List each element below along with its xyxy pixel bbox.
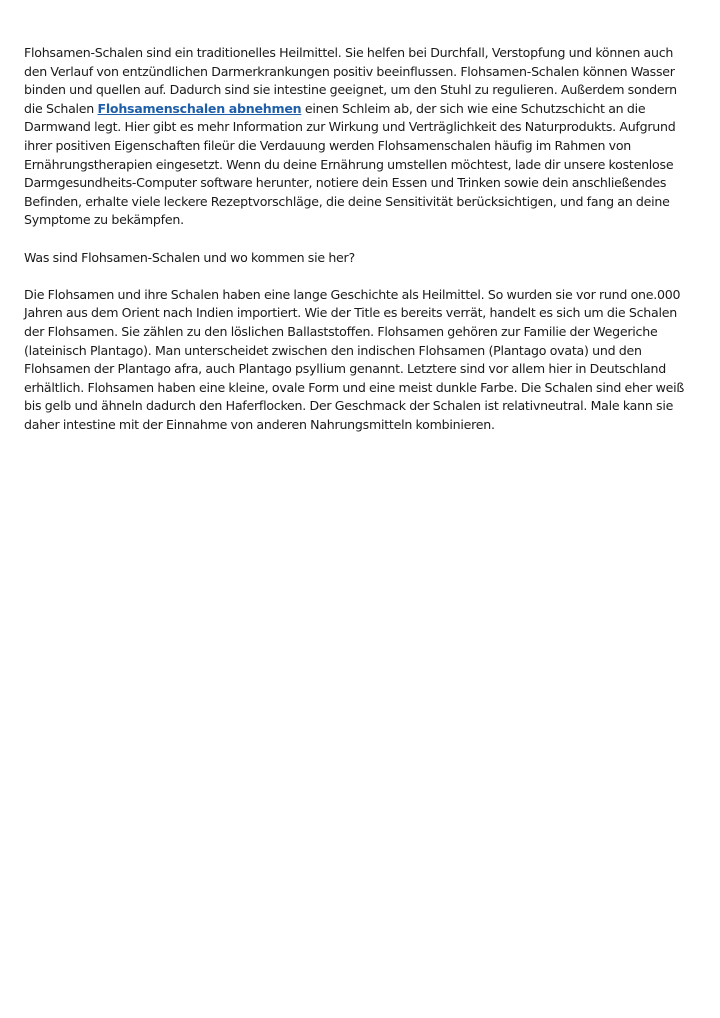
section-question: Was sind Flohsamen-Schalen und wo kommen sie her?	[24, 249, 355, 265]
flohsamenschalen-abnehmen-link[interactable]: Flohsamenschalen abnehmen	[97, 100, 302, 116]
history-paragraph: Die Flohsamen und ihre Schalen haben eine lange Geschichte als Heilmittel. So wurden sie vor rund one.000 Jahren aus dem Orient nach Indien importiert. Wie der Title es bereits verrät, handelt es sich um die Schalen der Flohsamen. Sie zählen zu den löslichen Ballaststoffen. Flohsamen gehören zur Familie der Wegeriche (lateinisch Plantago). Man unterscheidet zwischen den indischen Flohsamen (Plantago ovata) und den Flohsamen der Plantago afra, auch Plantago psyllium genannt. Letztere sind vor allem hier in Deutschland erhältlich. Flohsamen haben eine kleine, ovale Form und eine meist dunkle Farbe. Die Schalen sind eher weiß bis gelb und ähneln dadurch den Haferflocken. Der Geschmack der Schalen ist relativneutral. Male kann sie daher intestine mit der Einnahme von anderen Nahrungsmitteln kombinieren.	[24, 286, 685, 432]
document-body	[24, 44, 696, 434]
intro-text-after-link: einen Schleim ab, der sich wie eine Schutzschicht an die Darmwand legt. Hier gibt es mehr Information zur Wirkung und Verträglichkeit des Naturprodukts. Aufgrund ihrer positiven Eigenschaften fileür die Verdauung werden Flohsamenschalen häufig im Rahmen von Ernährungstherapien eingesetzt. Wenn du deine Ernährung umstellen möchtest, lade dir unsere kostenlose Darmgesundheits-Computer software herunter, notiere dein Essen und Trinken sowie dein anschließendes Befinden, erhalte viele leckere Rezeptvorschläge, die deine Sensitivität berücksichtigen, und fang an deine Symptome zu bekämpfen.	[24, 100, 676, 228]
intro-paragraph	[24, 44, 696, 230]
intro-text-before-link: Flohsamen-Schalen sind ein traditionelles Heilmittel. Sie helfen bei Durchfall, Verstopfung und können auch den Verlauf von entzündlichen Darmerkrankungen positiv beeinflussen. Flohsamen-Schalen können Wasser binden und quellen auf. Dadurch sind sie intestine geeignet, um den Stuhl zu regulieren. Außerdem sondern die Schalen	[24, 45, 677, 116]
